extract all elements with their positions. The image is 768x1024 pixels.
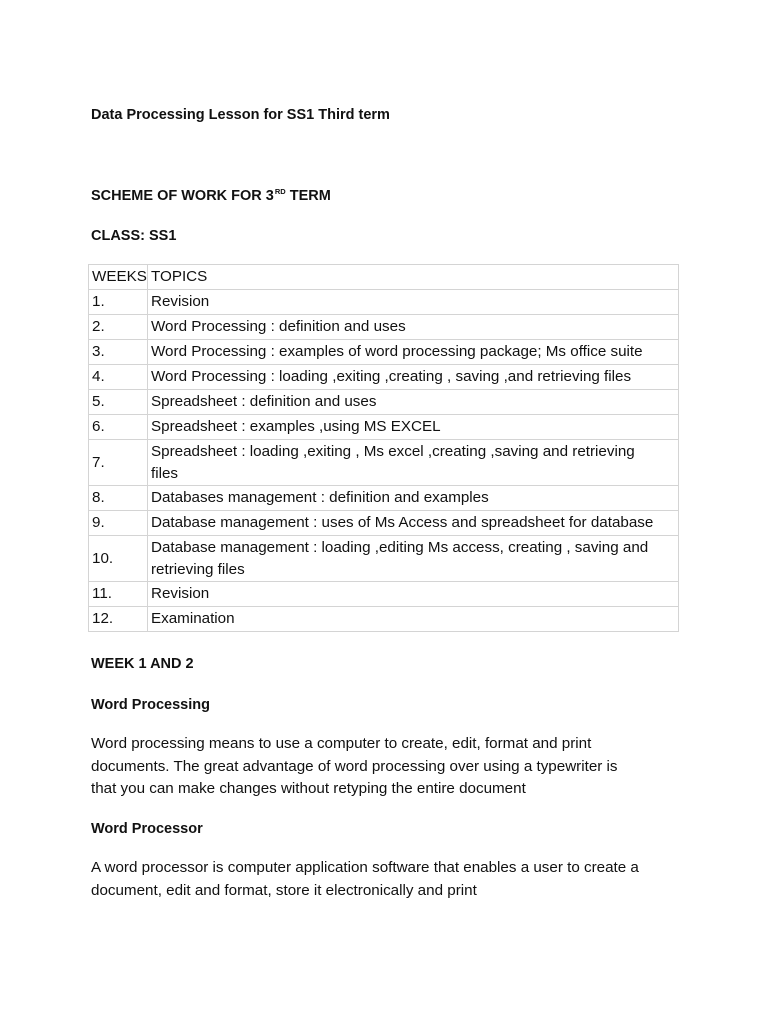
table-row (89, 415, 679, 440)
scheme-heading-suffix: TERM (285, 188, 331, 204)
table-row (89, 582, 679, 607)
topic-cell: Revision (148, 290, 679, 315)
word-processing-paragraph (91, 733, 691, 801)
column-header-topics: TOPICS (148, 265, 679, 290)
topic-line: files (151, 464, 179, 482)
topic-line: Spreadsheet : loading ,exiting , Ms excel ,creating ,saving and retrieving (151, 442, 635, 460)
table-row (89, 536, 679, 582)
week-cell: 7. (89, 440, 148, 486)
paragraph-line: documents. The great advantage of word processing over using a typewriter is (91, 757, 618, 775)
topic-line: Database management : loading ,editing Ms access, creating , saving and (151, 538, 649, 556)
paragraph-line: document, edit and format, store it electronically and print (91, 881, 477, 899)
table-header-row (89, 265, 679, 290)
word-processor-paragraph (91, 857, 691, 902)
topic-cell: Database management : uses of Ms Access and spreadsheet for database (148, 511, 679, 536)
topic-cell (148, 440, 679, 486)
topic-cell: Revision (148, 582, 679, 607)
topic-cell: Word Processing : loading ,exiting ,creating , saving ,and retrieving files (148, 365, 679, 390)
table-row (89, 607, 679, 632)
week-cell: 1. (89, 290, 148, 315)
topic-cell: Examination (148, 607, 679, 632)
table-row (89, 440, 679, 486)
word-processing-heading: Word Processing (91, 697, 210, 713)
column-header-weeks: WEEKS (89, 265, 148, 290)
week-cell: 10. (89, 536, 148, 582)
scheme-of-work-table (88, 264, 679, 632)
week-cell: 12. (89, 607, 148, 632)
week-cell: 2. (89, 315, 148, 340)
week-cell: 6. (89, 415, 148, 440)
table-row (89, 340, 679, 365)
topic-cell: Spreadsheet : examples ,using MS EXCEL (148, 415, 679, 440)
week-cell: 11. (89, 582, 148, 607)
scheme-heading (91, 187, 331, 205)
week-cell: 5. (89, 390, 148, 415)
document-title: Data Processing Lesson for SS1 Third term (91, 107, 390, 123)
table-row (89, 315, 679, 340)
week-cell: 8. (89, 486, 148, 511)
table-row (89, 365, 679, 390)
scheme-heading-superscript: RD (274, 187, 286, 196)
paragraph-line: that you can make changes without retyping the entire document (91, 780, 526, 797)
word-processor-heading: Word Processor (91, 821, 203, 837)
class-label: CLASS: SS1 (91, 228, 177, 244)
table-row (89, 511, 679, 536)
table-row (89, 290, 679, 315)
table-row (89, 486, 679, 511)
paragraph-line: A word processor is computer application software that enables a user to create a (91, 859, 639, 876)
scheme-heading-prefix: SCHEME OF WORK FOR 3 (91, 188, 274, 204)
topic-cell: Databases management : definition and examples (148, 486, 679, 511)
topic-cell: Word Processing : examples of word processing package; Ms office suite (148, 340, 679, 365)
paragraph-line: Word processing means to use a computer to create, edit, format and print (91, 735, 592, 752)
week-cell: 3. (89, 340, 148, 365)
week-cell: 4. (89, 365, 148, 390)
table-row (89, 390, 679, 415)
topic-line: retrieving files (151, 560, 245, 578)
topic-cell: Word Processing : definition and uses (148, 315, 679, 340)
week-heading: WEEK 1 AND 2 (91, 656, 194, 672)
topic-cell: Spreadsheet : definition and uses (148, 390, 679, 415)
week-cell: 9. (89, 511, 148, 536)
topic-cell (148, 536, 679, 582)
